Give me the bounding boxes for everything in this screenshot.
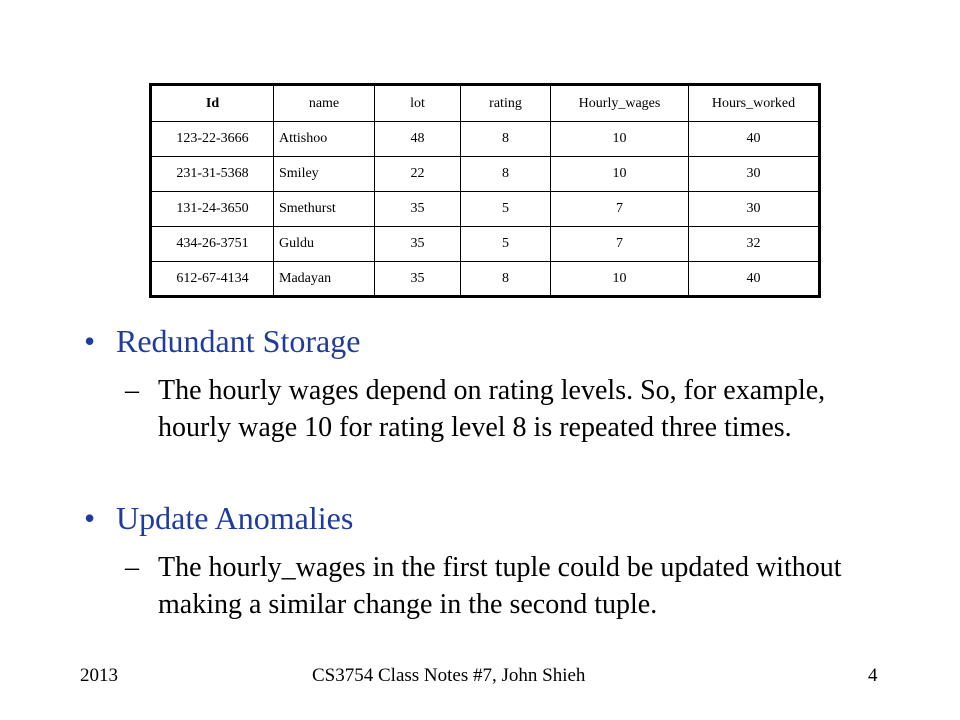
sub-point-update-anomalies [125,549,865,623]
cell-id: 123-22-3666 [151,122,274,157]
footer-course: CS3754 Class Notes #7, John Shieh [312,665,586,686]
bullet-redundant-storage [84,323,360,359]
dash-icon: – [125,552,139,583]
cell-hourly-wages: 10 [551,122,689,157]
cell-hours-worked: 40 [689,122,820,157]
table-row [151,262,820,297]
bullet-dot-icon: • [84,500,96,536]
cell-rating: 8 [461,157,551,192]
footer-year: 2013 [80,665,118,686]
cell-rating: 5 [461,192,551,227]
cell-lot: 22 [375,157,461,192]
cell-hours-worked: 40 [689,262,820,297]
cell-lot: 35 [375,262,461,297]
bullet-title: Update Anomalies [116,500,354,536]
table-row [151,157,820,192]
cell-name: Smethurst [274,192,375,227]
cell-hourly-wages: 10 [551,157,689,192]
cell-rating: 5 [461,227,551,262]
employee-table [149,83,821,298]
footer-page-number: 4 [868,665,878,686]
header-name: name [274,85,375,122]
bullet-title: Redundant Storage [116,323,361,359]
table-header-row [151,85,820,122]
cell-id: 231-31-5368 [151,157,274,192]
cell-lot: 35 [375,227,461,262]
cell-hourly-wages: 10 [551,262,689,297]
sub-point-redundant-storage [125,372,865,446]
sub-point-text: The hourly wages depend on rating levels. So, for example, hourly wage 10 for rating level 8 is repeated three times. [158,375,826,443]
cell-name: Madayan [274,262,375,297]
table-row [151,122,820,157]
cell-rating: 8 [461,122,551,157]
bullet-update-anomalies [84,500,353,536]
cell-id: 434-26-3751 [151,227,274,262]
cell-hourly-wages: 7 [551,192,689,227]
cell-id: 131-24-3650 [151,192,274,227]
cell-rating: 8 [461,262,551,297]
dash-icon: – [125,375,139,406]
cell-name: Smiley [274,157,375,192]
header-hourly-wages: Hourly_wages [551,85,689,122]
cell-hours-worked: 30 [689,157,820,192]
cell-hours-worked: 30 [689,192,820,227]
cell-lot: 48 [375,122,461,157]
cell-id: 612-67-4134 [151,262,274,297]
bullet-dot-icon: • [84,323,96,359]
cell-hours-worked: 32 [689,227,820,262]
header-lot: lot [375,85,461,122]
cell-hourly-wages: 7 [551,227,689,262]
table-row [151,227,820,262]
header-rating: rating [461,85,551,122]
cell-lot: 35 [375,192,461,227]
cell-name: Attishoo [274,122,375,157]
header-id: Id [151,85,274,122]
table-row [151,192,820,227]
header-hours-worked: Hours_worked [689,85,820,122]
cell-name: Guldu [274,227,375,262]
sub-point-text: The hourly_wages in the first tuple could be updated without making a similar change in the second tuple. [158,552,842,620]
